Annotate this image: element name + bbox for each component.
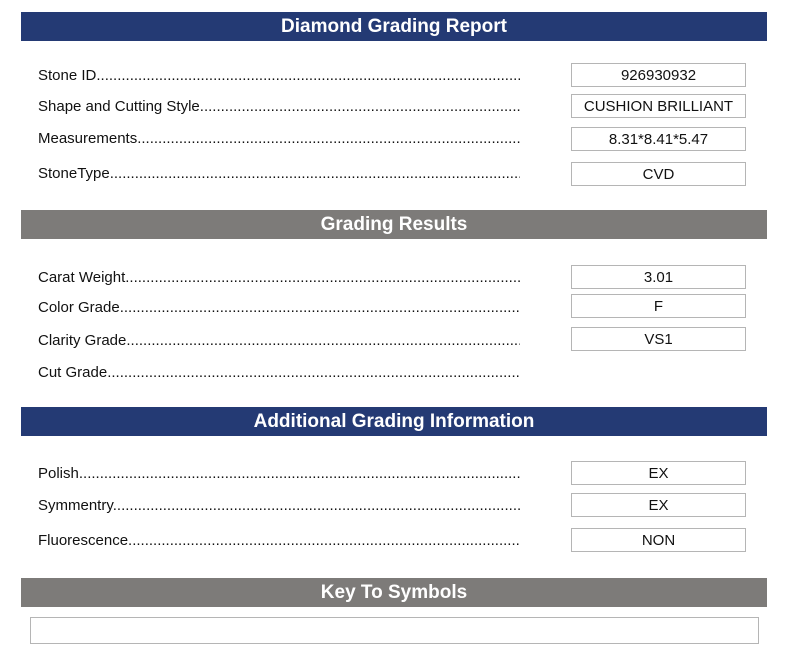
symmetry-value: EX xyxy=(571,493,746,517)
carat-row xyxy=(38,269,520,287)
measurements-label: Measurements xyxy=(38,130,138,147)
stone-id-row xyxy=(38,67,520,85)
key-symbols-box xyxy=(30,617,759,644)
stone-type-row xyxy=(38,165,520,183)
fluorescence-value: NON xyxy=(571,528,746,552)
additional-info-title: Additional Grading Information xyxy=(253,410,535,432)
shape-row xyxy=(38,98,520,116)
clarity-label: Clarity Grade xyxy=(38,332,127,349)
color-value: F xyxy=(571,294,746,318)
stone-id-value: 926930932 xyxy=(571,63,746,87)
fluorescence-label: Fluorescence xyxy=(38,532,129,549)
cut-label: Cut Grade xyxy=(38,364,108,381)
grading-results-banner xyxy=(21,210,767,239)
cut-row xyxy=(38,364,520,382)
shape-label: Shape and Cutting Style xyxy=(38,98,200,115)
polish-value: EX xyxy=(571,461,746,485)
stone-type-value: CVD xyxy=(571,162,746,186)
carat-value: 3.01 xyxy=(571,265,746,289)
report-title: Diamond Grading Report xyxy=(281,15,507,37)
polish-row xyxy=(38,465,520,483)
additional-info-banner xyxy=(21,407,767,436)
color-row xyxy=(38,299,520,317)
clarity-value: VS1 xyxy=(571,327,746,351)
clarity-row xyxy=(38,332,520,350)
report-title-banner xyxy=(21,12,767,41)
fluorescence-row xyxy=(38,532,520,550)
measurements-value: 8.31*8.41*5.47 xyxy=(571,127,746,151)
grading-results-title: Grading Results xyxy=(320,213,468,235)
key-symbols-title: Key To Symbols xyxy=(320,581,468,603)
stone-type-label: StoneType xyxy=(38,165,110,182)
carat-label: Carat Weight xyxy=(38,269,126,286)
shape-value: CUSHION BRILLIANT xyxy=(571,94,746,118)
symmetry-label: Symmentry xyxy=(38,497,113,514)
measurements-row xyxy=(38,130,520,148)
color-label: Color Grade xyxy=(38,299,120,316)
polish-label: Polish xyxy=(38,465,79,482)
key-symbols-banner xyxy=(21,578,767,607)
stone-id-label: Stone ID xyxy=(38,67,97,84)
symmetry-row xyxy=(38,497,520,515)
